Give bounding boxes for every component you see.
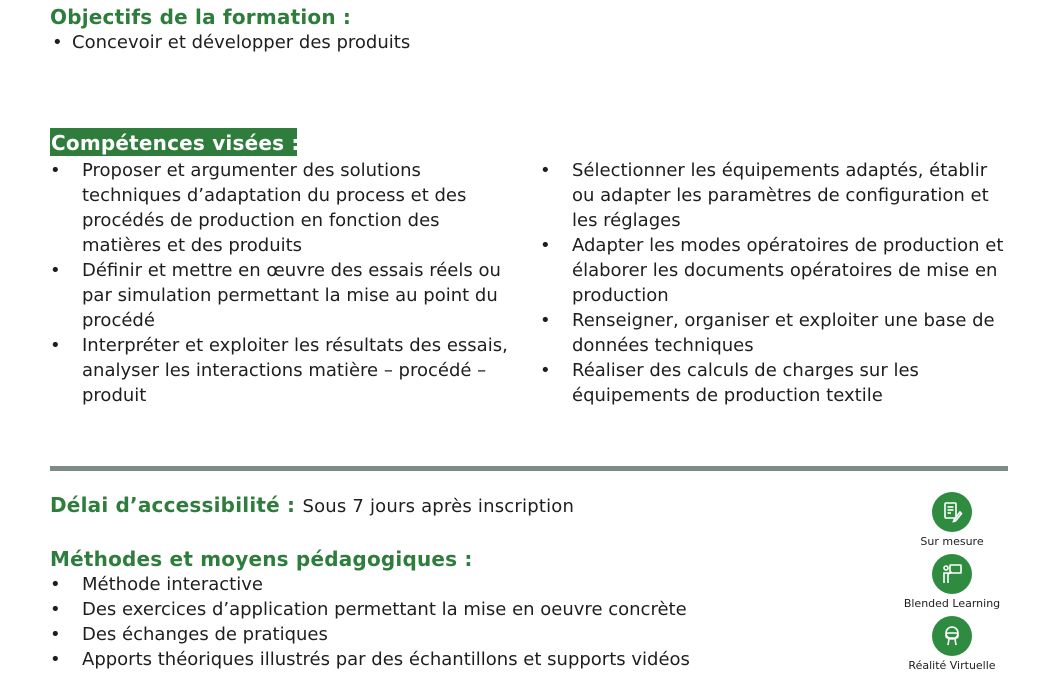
competences-left-list: [50, 158, 520, 408]
list-item: • Sélectionner les équipements adaptés, établir ou adapter les paramètres de configuration et les réglages: [540, 160, 989, 231]
objectifs-list: [52, 30, 652, 55]
badge-blended-learning: [892, 554, 1012, 611]
competences-right-list: [540, 158, 1015, 408]
list-item: • Des exercices d’application permettant la mise en oeuvre concrète: [50, 599, 687, 620]
badge-sur-mesure: [892, 492, 1012, 549]
methodes-heading: Méthodes et moyens pédagogiques :: [50, 547, 473, 571]
list-item: • Renseigner, organiser et exploiter une base de données techniques: [540, 310, 995, 356]
badge-realite-virtuelle: [892, 616, 1012, 673]
list-item: • Adapter les modes opératoires de production et élaborer les documents opératoires de mise en production: [540, 235, 1004, 306]
delai-label: Délai d’accessibilité :: [50, 493, 296, 517]
objectifs-heading: Objectifs de la formation :: [50, 5, 352, 29]
list-item: • Des échanges de pratiques: [50, 624, 328, 645]
list-item: • Apports théoriques illustrés par des échantillons et supports vidéos: [50, 649, 690, 670]
list-item: • Méthode interactive: [50, 574, 263, 595]
list-item: • Réaliser des calculs de charges sur les équipements de production textile: [540, 360, 919, 406]
section-divider: [50, 466, 1008, 471]
competences-heading: Compétences visées :: [51, 131, 300, 155]
list-item: • Définir et mettre en œuvre des essais réels ou par simulation permettant la mise au point du procédé: [50, 260, 501, 331]
list-item: • Concevoir et développer des produits: [52, 32, 411, 53]
vr-headset-icon: [932, 616, 972, 656]
badge-label: Blended Learning: [903, 597, 1001, 610]
methodes-list: [50, 572, 870, 672]
presenter-screen-icon: [932, 554, 972, 594]
badge-label: Réalité Virtuelle: [908, 659, 996, 672]
badge-label: Sur mesure: [920, 535, 984, 548]
list-item: • Interpréter et exploiter les résultats des essais, analyser les interactions matière – procédé – produit: [50, 335, 508, 406]
list-item: • Proposer et argumenter des solutions techniques d’adaptation du process et des procédés de production en fonction des matières et des produits: [50, 160, 467, 256]
delai-heading: [50, 492, 574, 520]
delai-value: Sous 7 jours après inscription: [302, 496, 575, 517]
document-pen-icon: [932, 492, 972, 532]
